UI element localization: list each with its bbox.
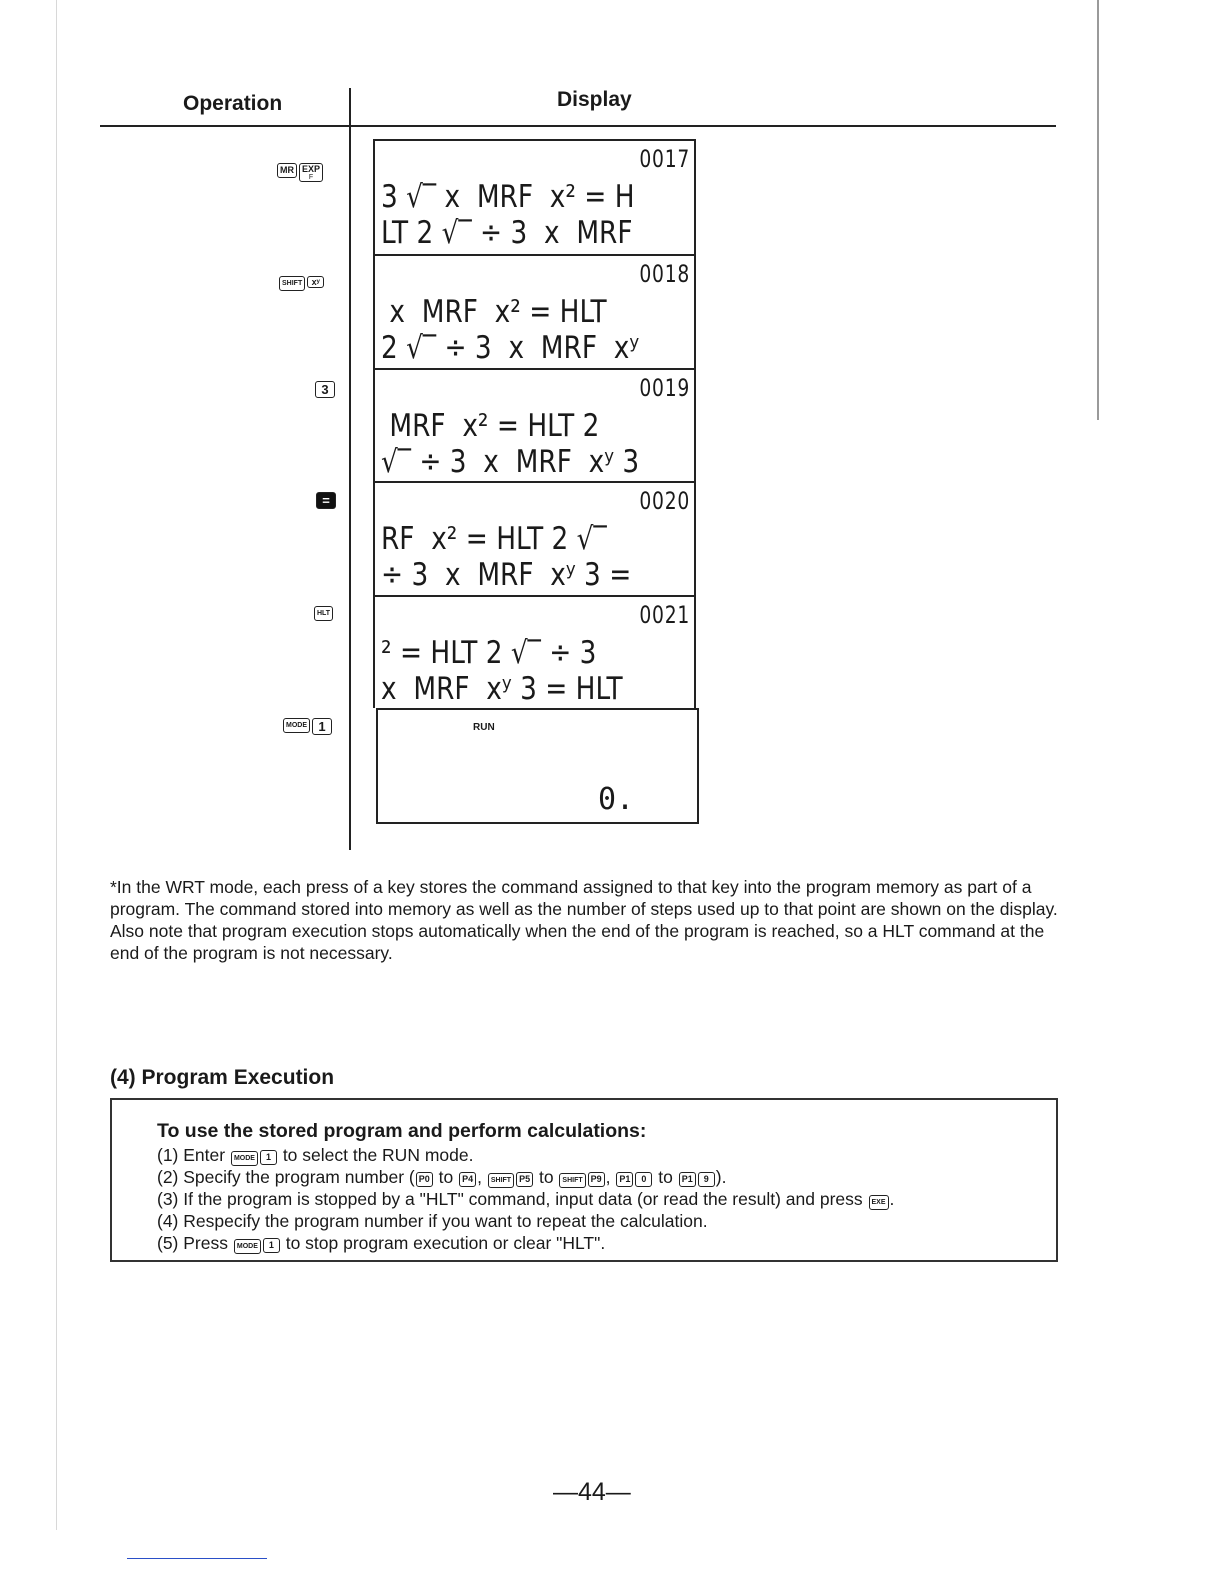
instruction-text: (1) Enter [157,1145,230,1165]
shift-key: SHIFT [279,276,305,291]
shift-key: SHIFT [488,1173,514,1188]
one-key: 1 [312,718,332,735]
p5-key: P5 [516,1172,533,1187]
step-counter: 0017 [639,145,690,173]
equals-key: = [316,492,336,509]
display-panel-0021 [373,595,696,708]
instruction-4: (4) Respecify the program number if you want to repeat the calculation. [157,1211,708,1231]
xy-key: xʸ [307,276,324,288]
display-line-1: 3 √‾ x MRF x² = H [381,179,635,215]
shift-key: SHIFT [559,1173,585,1188]
hlt-key: HLT [314,606,333,621]
instruction-1 [157,1145,473,1166]
instruction-text: ). [715,1167,727,1187]
instruction-5 [157,1233,605,1254]
step-counter: 0019 [639,374,690,402]
display-header: Display [557,88,632,111]
instruction-3 [157,1189,894,1210]
key-equals [316,492,336,509]
display-panel-0020 [373,481,696,595]
p9-key: P9 [588,1172,605,1187]
display-panel-run [376,708,699,824]
step-counter: 0020 [639,487,690,515]
display-panel-0018 [373,254,696,368]
one-key: 1 [263,1238,280,1253]
exp-key-label: EXP [302,164,321,174]
display-line-2: √‾ ÷ 3 x MRF xʸ 3 [381,444,640,480]
display-panel-0019 [373,368,696,481]
key-mode-1 [283,718,332,735]
display-line-2: ÷ 3 x MRF xʸ 3 = [381,557,632,593]
instruction-text: (3) If the program is stopped by a "HLT" command, input data (or read the result) and press [157,1189,868,1209]
p0-key: P0 [416,1172,433,1187]
instructions-box [110,1098,1058,1262]
footer-line [127,1558,267,1559]
step-counter: 0018 [639,260,690,288]
page-number: —44— [553,1478,631,1506]
one-key: 1 [260,1150,277,1165]
instructions-title: To use the stored program and perform calculations: [157,1120,647,1142]
instruction-text: to [433,1167,459,1187]
exp-key-sub: F [308,174,314,181]
key-3 [315,381,335,398]
page-edge-right [1097,0,1099,420]
display-line-1: ² = HLT 2 √‾ ÷ 3 [381,635,597,671]
instruction-text: to [653,1167,678,1187]
key-mr-exp [277,163,323,182]
step-counter: 0021 [639,601,690,629]
nine-key: 9 [698,1172,715,1187]
instruction-text: (5) Press [157,1233,233,1253]
p1-key: P1 [616,1172,633,1187]
display-line-1: MRF x² = HLT 2 [381,408,600,444]
page-edge-left [56,0,57,1530]
three-key: 3 [315,381,335,398]
column-divider [349,88,351,850]
instruction-text: (2) Specify the program number ( [157,1167,415,1187]
key-shift-xy [279,276,324,291]
display-line-1: x MRF x² = HLT [381,294,607,330]
instruction-text: , [477,1167,487,1187]
mode-key: MODE [231,1151,258,1166]
instruction-text: to stop program execution or clear "HLT". [280,1233,606,1253]
instruction-text: , [605,1167,616,1187]
instruction-text: to select the RUN mode. [277,1145,474,1165]
display-line-1: RF x² = HLT 2 √‾ [381,521,607,557]
exe-key: EXE [869,1195,889,1210]
exp-key [299,163,323,182]
instruction-text: . [889,1189,895,1209]
instruction-2 [157,1167,726,1188]
instruction-text: to [534,1167,559,1187]
p4-key: P4 [459,1172,476,1187]
section-title: (4) Program Execution [110,1066,335,1089]
display-line-2: 2 √‾ ÷ 3 x MRF xʸ [381,330,640,366]
operation-header: Operation [183,92,283,115]
display-value: 0. [598,782,635,817]
header-rule [100,125,1056,127]
run-mode-indicator: RUN [473,722,495,733]
zero-key: 0 [635,1172,652,1187]
display-line-2: x MRF xʸ 3 = HLT [381,671,623,707]
mode-key: MODE [234,1239,261,1254]
mr-key: MR [277,163,297,178]
mode-key: MODE [283,718,310,733]
display-panel-0017 [373,139,696,254]
display-line-2: LT 2 √‾ ÷ 3 x MRF [381,215,633,251]
key-hlt [314,606,333,621]
wrt-mode-note: *In the WRT mode, each press of a key stores the command assigned to that key into the program memory as part of a program. The command stored into memory as well as the number of steps used up to that point are shown on the display. Also note that program execution stops automatically when the end of the program is reached, so a HLT command at the end of the program is not necessary. [110,877,1058,963]
p1-key: P1 [679,1172,696,1187]
